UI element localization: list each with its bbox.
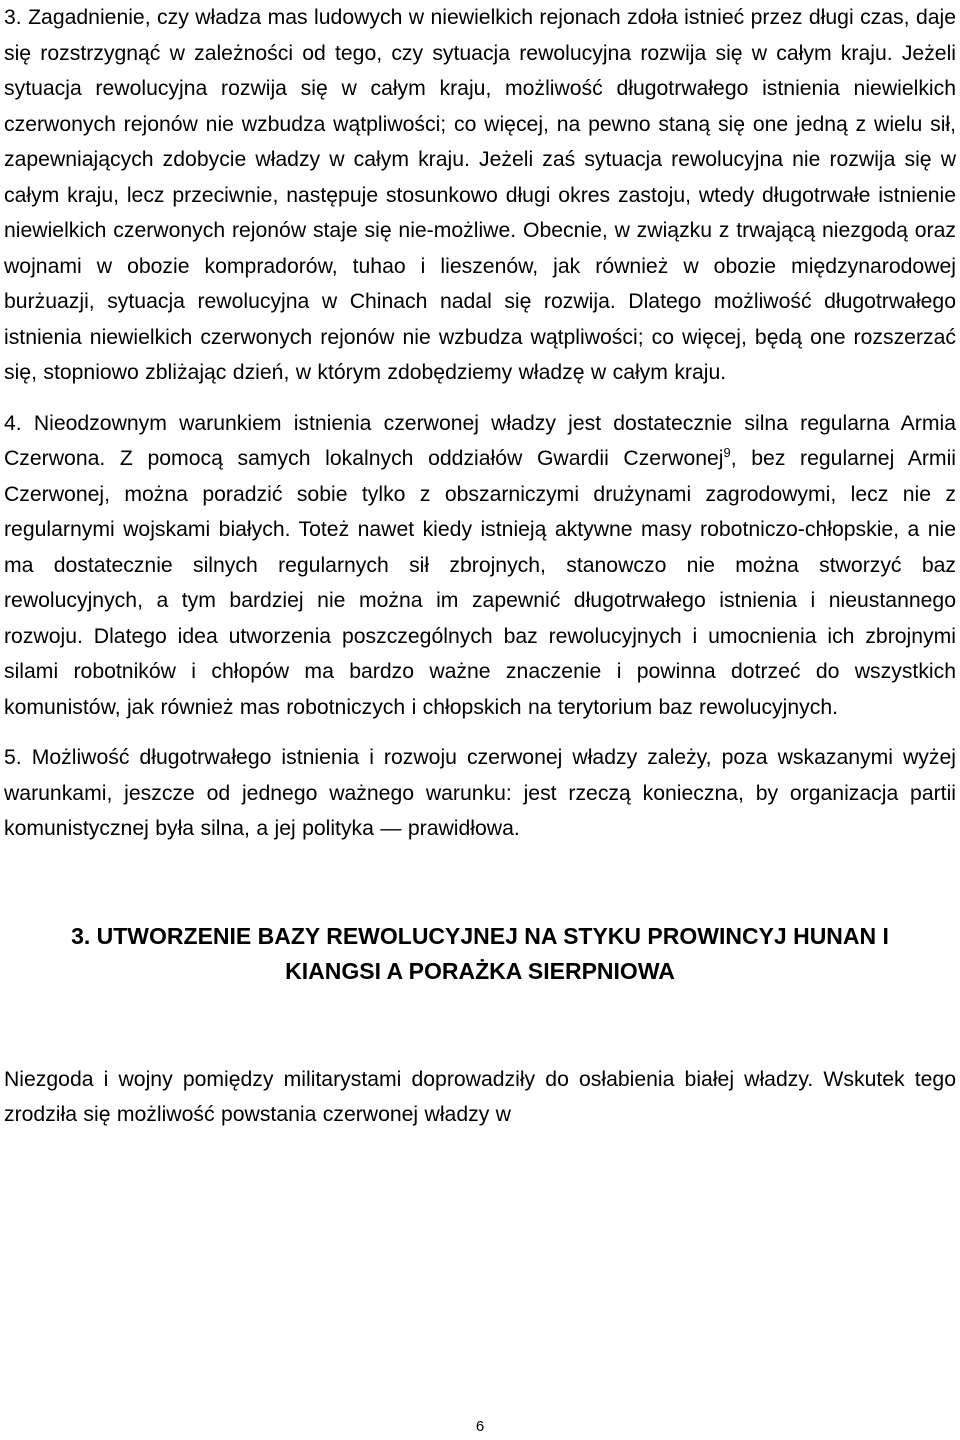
paragraph-3: 3. Zagadnienie, czy władza mas ludowych w niewielkich rejonach zdoła istnieć przez długi czas, daje się rozstrzygnąć w zależności od tego, czy sytuacja rewolucyjna rozwija się w całym kraju. Jeżeli sytuacja rewolucyjna rozwija się w całym kraju, możliwość długotrwałego istnienia niewielkich czerwonych rejonów nie wzbudza wątpliwości; co więcej, na pewno staną się one jedną z wielu sił, zapewniających zdobycie władzy w całym kraju. Jeżeli zaś sytuacja rewolucyjna nie rozwija się w całym kraju, lecz przeciwnie, następuje stosunkowo długi okres zastoju, wtedy długotrwałe istnienie niewielkich czerwonych rejonów staje się nie-możliwe. Obecnie, w związku z trwającą niezgodą oraz wojnami w obozie kompradorów, tuhao i lieszenów, jak również w obozie międzynarodowej burżuazji, sytuacja rewolucyjna w Chinach nadal się rozwija. Dlatego możliwość długotrwałego istnienia niewielkich czerwonych rejonów nie wzbudza wątpliwości; co więcej, będą one rozszerzać się, stopniowo zbliżając dzień, w którym zdobędziemy władzę w całym kraju. xyxy=(4,6,956,384)
paragraph-4-text-start: 4. Nieodzownym warunkiem istnienia czerwonej władzy jest dostatecznie silna regularna Armia Czerwona. Z pomocą samych lokalnych oddziałów Gwardii Czerwonej xyxy=(4,411,956,470)
section-heading: 3. UTWORZENIE BAZY REWOLUCYJNEJ NA STYKU PROWINCYJ HUNAN I KIANGSI A PORAŻKA SIERPNIOWA xyxy=(71,922,889,984)
paragraph-4 xyxy=(4,406,956,726)
document-page xyxy=(4,0,956,1133)
paragraph-4-text-end: , bez regularnej Armii Czerwonej, można poradzić sobie tylko z obszarniczymi drużynami zagrodowymi, lecz nie z regularnymi wojskami białych. Toteż nawet kiedy istnieją aktywne masy robotniczo-chłopskie, a nie ma dostatecznie silnych regularnych sił zbrojnych, stanowczo nie można stworzyć baz rewolucyjnych, a tym bardziej nie można im zapewnić długotrwałego istnienia i nieustannego rozwoju. Dlatego idea utworzenia poszczególnych baz rewolucyjnych i umocnienia ich zbrojnymi silami robotników i chłopów ma bardzo ważne znaczenie i powinna dotrzeć do wszystkich komunistów, jak również mas robotniczych i chłopskich na terytorium baz rewolucyjnych. xyxy=(4,447,956,719)
paragraph-intro: Niezgoda i wojny pomiędzy militarystami doprowadziły do osłabienia białej władzy. Wskutek tego zrodziła się możliwość powstania czerwonej władzy w xyxy=(4,1067,956,1126)
footnote-reference[interactable]: 9 xyxy=(723,444,731,460)
paragraph-5: 5. Możliwość długotrwałego istnienia i rozwoju czerwonej władzy zależy, poza wskazanymi wyżej warunkami, jeszcze od jednego ważnego warunku: jest rzeczą konieczna, by organizacja partii komunistycznej była silna, a jej polityka — prawidłowa. xyxy=(4,746,956,840)
page-number: 6 xyxy=(475,1418,485,1435)
